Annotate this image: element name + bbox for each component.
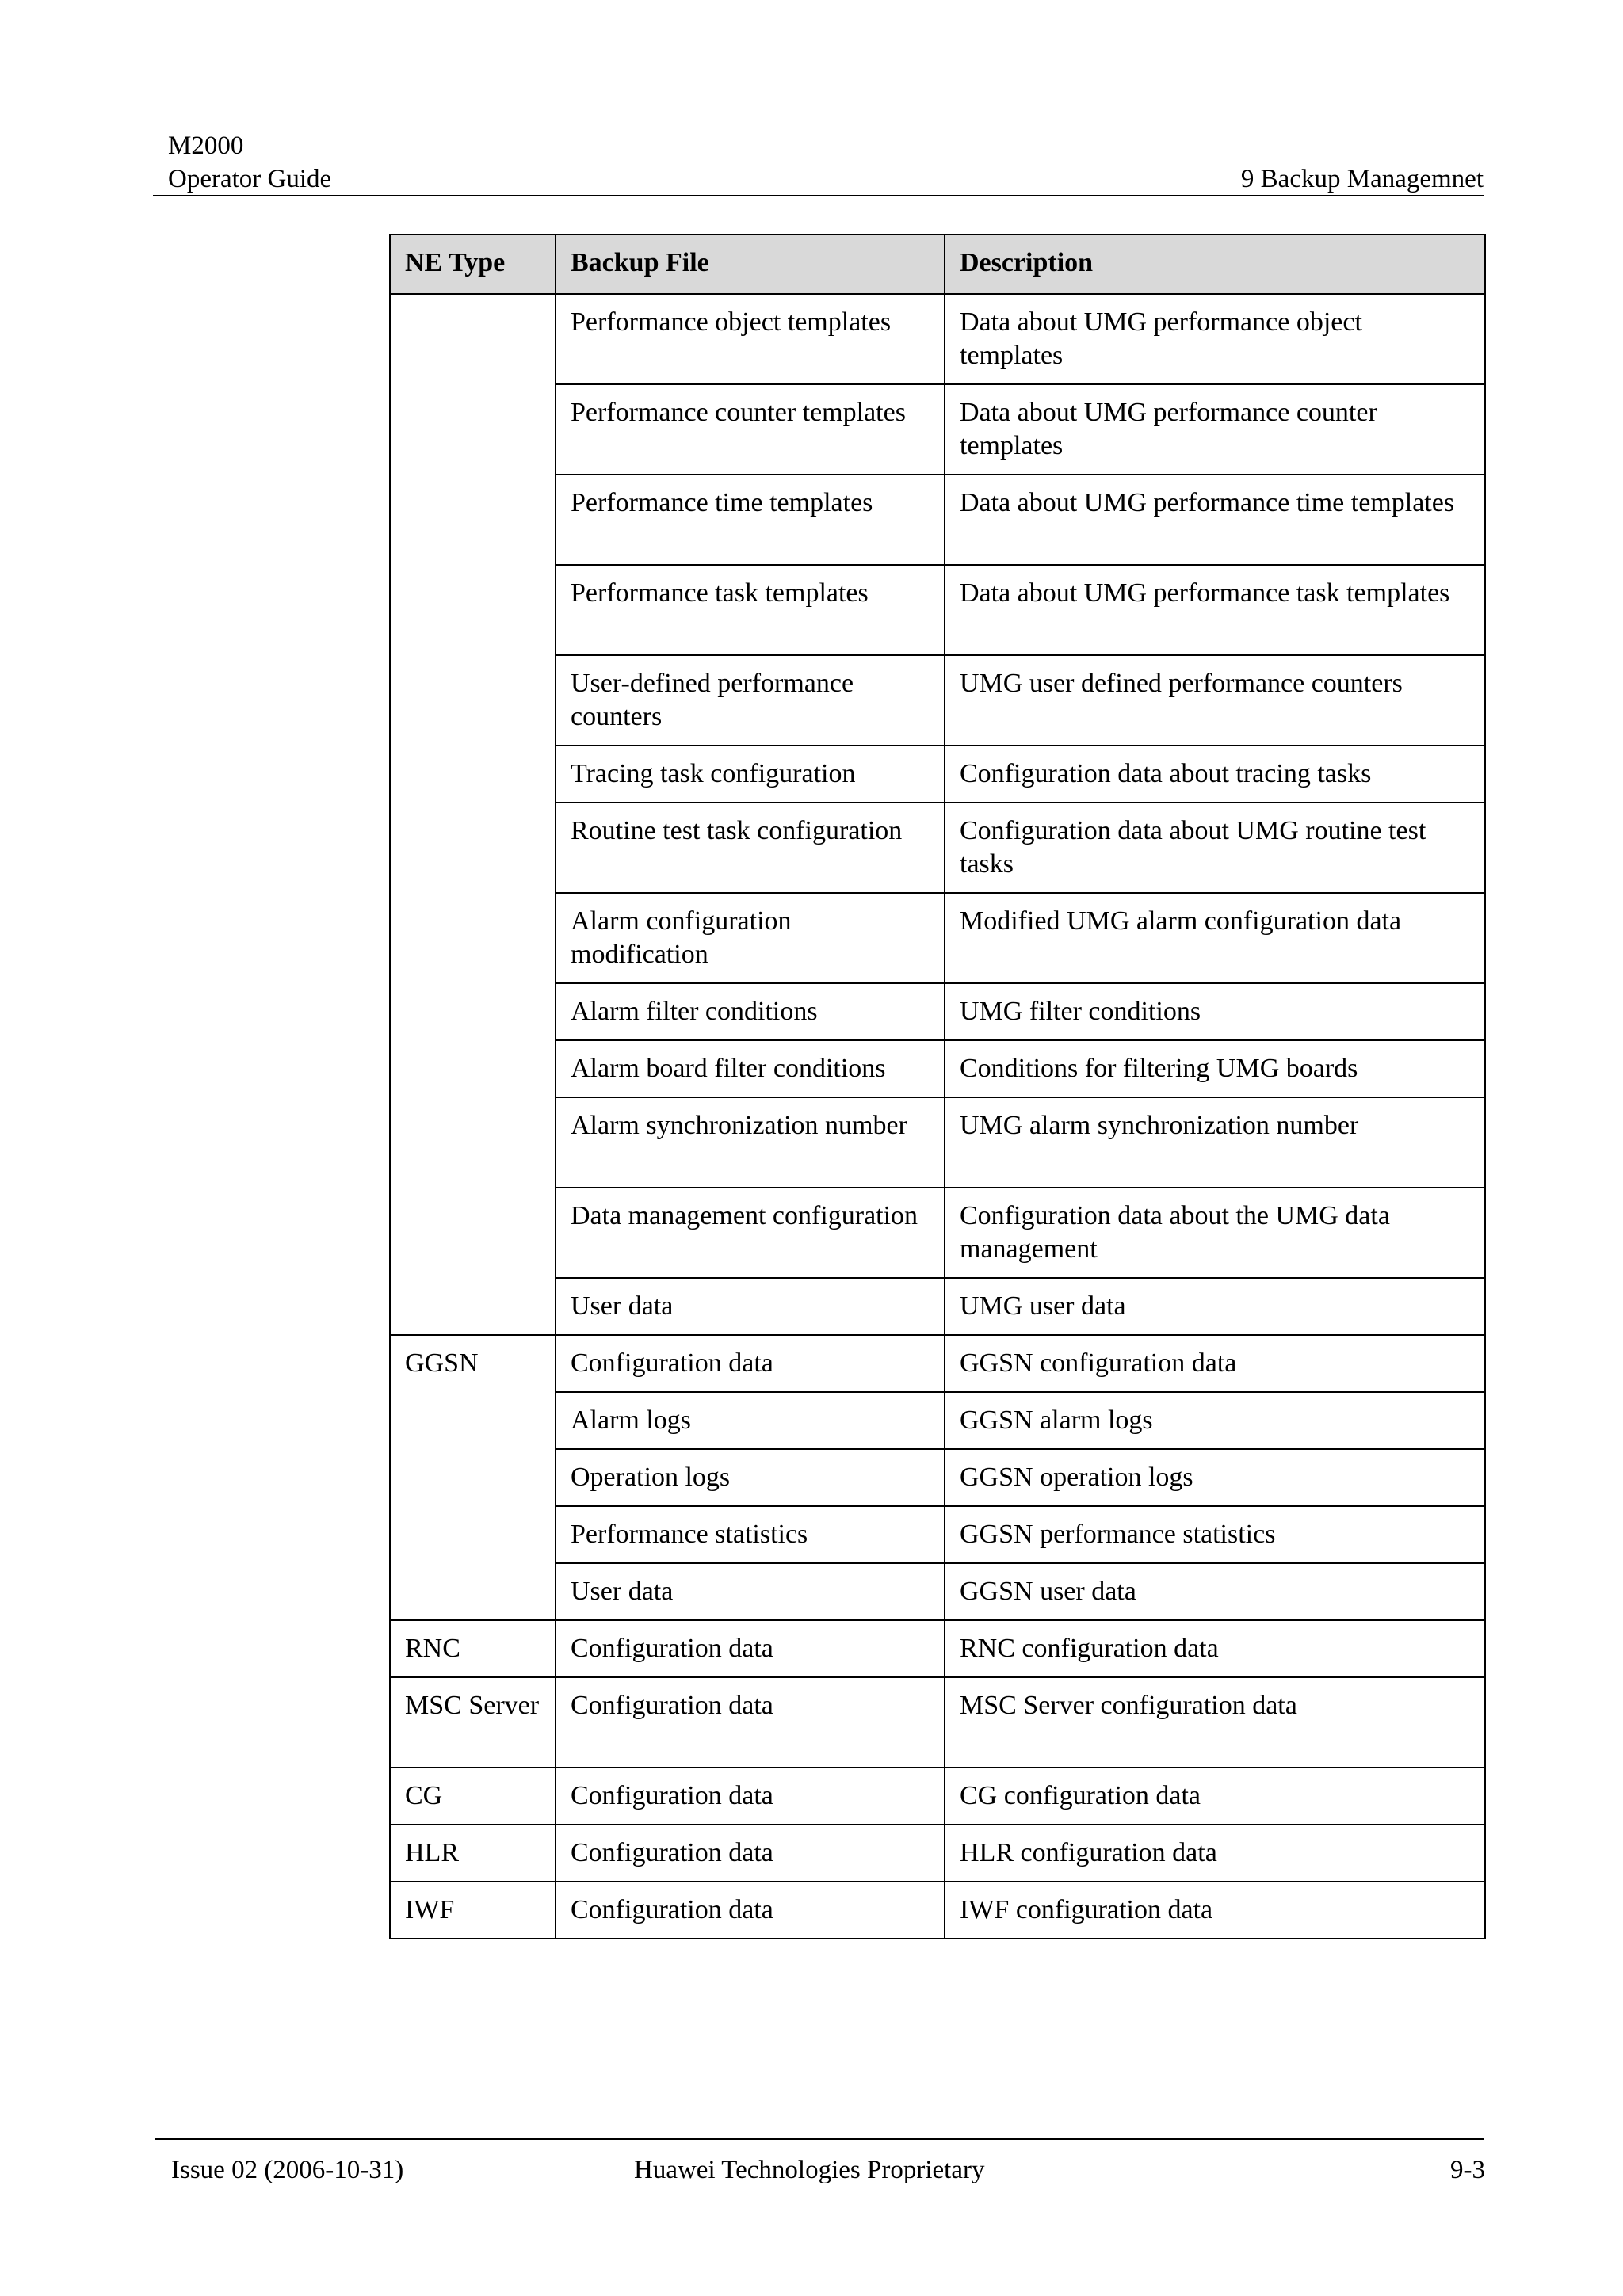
backup-file-cell: Performance task templates (556, 565, 945, 655)
product-name: M2000 (168, 132, 244, 160)
description-cell: HLR configuration data (945, 1825, 1485, 1882)
ne-type-cell: RNC (390, 1620, 556, 1677)
description-cell: CG configuration data (945, 1768, 1485, 1825)
ne-type-cell: IWF (390, 1882, 556, 1939)
table-row (390, 1825, 1485, 1882)
table-row (390, 1768, 1485, 1825)
footer-proprietary: Huawei Technologies Proprietary (634, 2156, 985, 2184)
description-cell: Data about UMG performance counter templates (945, 384, 1485, 475)
description-cell: Modified UMG alarm configuration data (945, 893, 1485, 983)
column-header-description: Description (945, 235, 1485, 294)
table-row (390, 1677, 1485, 1768)
backup-file-cell: Routine test task configuration (556, 803, 945, 893)
page-header-left (168, 129, 331, 196)
description-cell: UMG filter conditions (945, 983, 1485, 1040)
backup-file-cell: Configuration data (556, 1825, 945, 1882)
backup-file-cell: Operation logs (556, 1449, 945, 1506)
description-cell: GGSN operation logs (945, 1449, 1485, 1506)
backup-file-cell: Configuration data (556, 1335, 945, 1392)
document-title: Operator Guide (168, 165, 332, 193)
footer-divider (155, 2138, 1484, 2140)
backup-file-cell: Performance object templates (556, 294, 945, 384)
column-header-ne-type: NE Type (390, 235, 556, 294)
description-cell: UMG user defined performance counters (945, 655, 1485, 746)
backup-file-cell: Performance statistics (556, 1506, 945, 1563)
description-cell: GGSN configuration data (945, 1335, 1485, 1392)
backup-file-cell: User data (556, 1278, 945, 1335)
backup-file-cell: Performance counter templates (556, 384, 945, 475)
backup-file-cell: Alarm logs (556, 1392, 945, 1449)
table-row (390, 1620, 1485, 1677)
description-cell: GGSN performance statistics (945, 1506, 1485, 1563)
backup-file-cell: Configuration data (556, 1768, 945, 1825)
column-header-backup-file: Backup File (556, 235, 945, 294)
backup-file-cell: Configuration data (556, 1882, 945, 1939)
description-cell: GGSN alarm logs (945, 1392, 1485, 1449)
description-cell: GGSN user data (945, 1563, 1485, 1620)
chapter-title: 9 Backup Managemnet (1240, 165, 1484, 193)
description-cell: Data about UMG performance time templates (945, 475, 1485, 565)
description-cell: Configuration data about the UMG data management (945, 1188, 1485, 1278)
ne-type-cell (390, 294, 556, 1335)
page-number: 9-3 (1450, 2156, 1485, 2184)
table-body (390, 294, 1485, 1939)
table-header (390, 235, 1485, 294)
backup-file-cell: Performance time templates (556, 475, 945, 565)
table-header-row (390, 235, 1485, 294)
description-cell: IWF configuration data (945, 1882, 1485, 1939)
description-cell: Configuration data about UMG routine test tasks (945, 803, 1485, 893)
description-cell: Configuration data about tracing tasks (945, 746, 1485, 803)
backup-file-cell: Data management configuration (556, 1188, 945, 1278)
backup-file-cell: Alarm board filter conditions (556, 1040, 945, 1097)
backup-file-cell: Tracing task configuration (556, 746, 945, 803)
table-row (390, 1335, 1485, 1392)
backup-file-cell: User-defined performance counters (556, 655, 945, 746)
backup-file-table (389, 234, 1486, 1939)
description-cell: UMG alarm synchronization number (945, 1097, 1485, 1188)
ne-type-cell: CG (390, 1768, 556, 1825)
description-cell: MSC Server configuration data (945, 1677, 1485, 1768)
ne-type-cell: HLR (390, 1825, 556, 1882)
backup-file-cell: Configuration data (556, 1620, 945, 1677)
backup-file-cell: User data (556, 1563, 945, 1620)
backup-file-cell: Alarm filter conditions (556, 983, 945, 1040)
table-row (390, 294, 1485, 384)
backup-file-cell: Alarm synchronization number (556, 1097, 945, 1188)
ne-type-cell: MSC Server (390, 1677, 556, 1768)
footer-issue: Issue 02 (2006-10-31) (171, 2156, 404, 2184)
description-cell: Data about UMG performance task templates (945, 565, 1485, 655)
table-row (390, 1882, 1485, 1939)
backup-file-cell: Configuration data (556, 1677, 945, 1768)
ne-type-cell: GGSN (390, 1335, 556, 1620)
description-cell: Conditions for filtering UMG boards (945, 1040, 1485, 1097)
description-cell: RNC configuration data (945, 1620, 1485, 1677)
backup-file-cell: Alarm configuration modification (556, 893, 945, 983)
description-cell: UMG user data (945, 1278, 1485, 1335)
header-divider (153, 195, 1484, 196)
description-cell: Data about UMG performance object templates (945, 294, 1485, 384)
